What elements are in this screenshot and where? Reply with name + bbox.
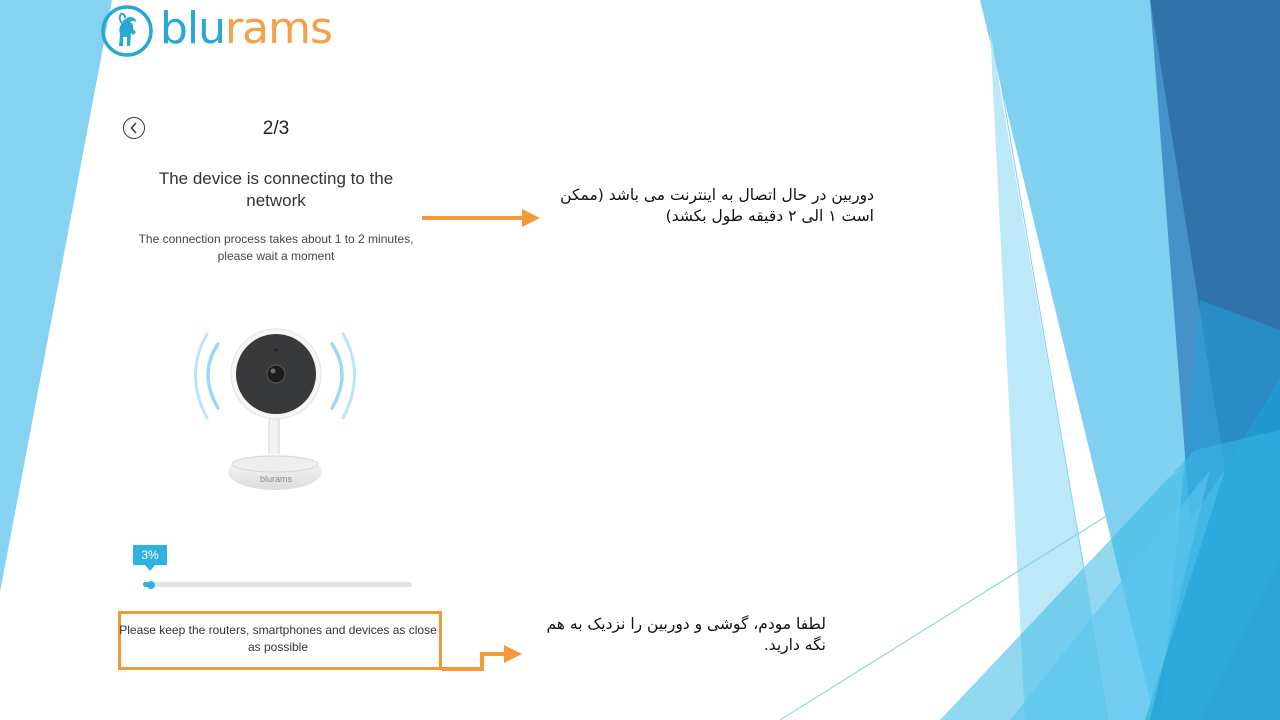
camera-brand-label: blurams (259, 474, 293, 484)
chevron-left-icon (128, 122, 140, 134)
brand-logo (100, 3, 332, 59)
ram-logo-icon (100, 4, 154, 58)
proximity-tip: Please keep the routers, smartphones and devices as close as possible (119, 623, 437, 654)
camera-illustration (190, 322, 360, 497)
proximity-note: لطفا مودم، گوشی و دوربین را نزدیک به هم نگه دارید. (546, 615, 826, 654)
progress-percent-badge: 3% (133, 545, 167, 565)
step-indicator: 2/3 (262, 118, 290, 139)
connecting-note: دوربین در حال اتصال به اینترنت می باشد (ممکن است ۱ الی ۲ دقیقه طول بکشد) (560, 186, 874, 225)
arrow-right-icon (422, 209, 540, 227)
page-subtitle: The connection process takes about 1 to 2 minutes, please wait a moment (138, 232, 414, 263)
logo-text-rams: rams (225, 3, 332, 54)
progress-knob (147, 581, 155, 589)
progress-bar (143, 582, 412, 587)
page-title: The device is connecting to the network (158, 169, 394, 210)
logo-text-blu: blu (160, 3, 226, 54)
arrow-right-icon (442, 645, 522, 669)
back-button[interactable] (123, 117, 145, 139)
logo-wordmark (160, 3, 332, 54)
